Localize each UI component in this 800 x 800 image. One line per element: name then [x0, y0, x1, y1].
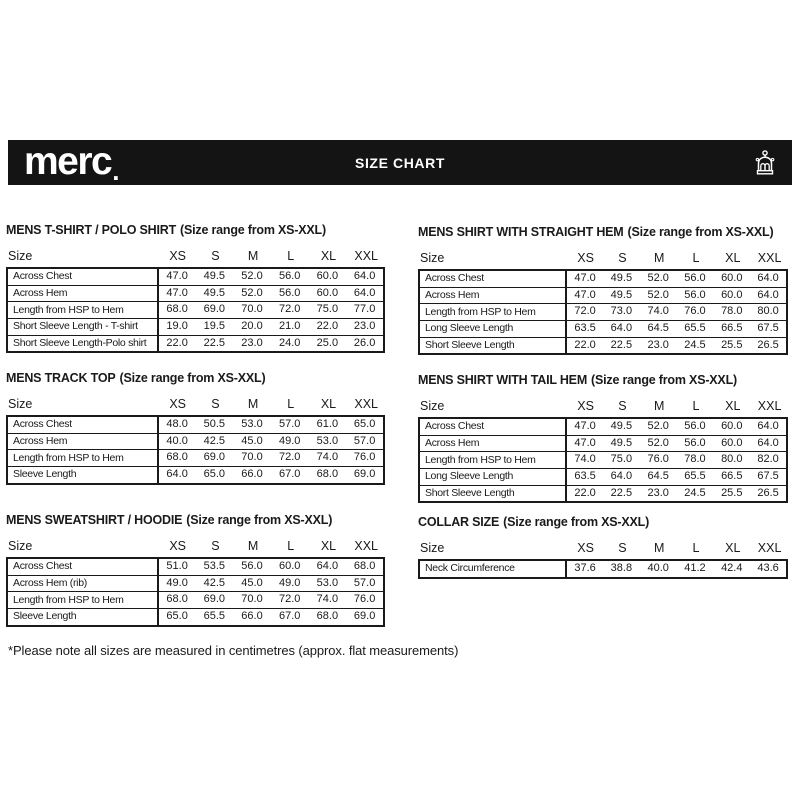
measurement-value: 56.0: [684, 420, 706, 432]
size-header-row: [418, 399, 788, 413]
table-row: [419, 320, 787, 337]
size-column-xxl: XXL: [354, 249, 378, 263]
measurement-value: 68.0: [158, 302, 196, 319]
size-column-xxl: XXL: [757, 541, 782, 555]
brand-text: merc: [24, 140, 112, 184]
measurement-value: 56.0: [271, 285, 309, 302]
measurement-label: Length from HSP to Hem: [419, 304, 566, 321]
size-column-m: M: [653, 399, 665, 413]
size-header-row: [418, 541, 788, 555]
measurement-value: 48.0: [166, 418, 188, 430]
measurement-value: 65.5: [677, 468, 714, 485]
measurement-value: 65.0: [158, 608, 196, 625]
measurement-value: 64.0: [353, 270, 376, 282]
measurement-value: 75.0: [309, 302, 347, 319]
measurement-value: 65.5: [677, 320, 714, 337]
size-column-m: M: [653, 251, 665, 265]
measurement-value: 82.0: [750, 452, 787, 469]
measurement-value: 52.0: [241, 270, 263, 282]
table-row: [419, 485, 787, 502]
measurement-value: 69.0: [195, 302, 233, 319]
measurement-value: 67.5: [750, 468, 787, 485]
section-title-main: MENS SHIRT WITH STRAIGHT HEM: [418, 225, 624, 239]
measurement-value: 23.0: [640, 485, 677, 502]
size-header-row: [6, 249, 385, 263]
table-row: [419, 337, 787, 354]
measurement-value: 67.0: [271, 608, 309, 625]
measurement-value: 60.0: [316, 270, 339, 282]
size-column-m: M: [247, 397, 259, 411]
measurement-value: 43.6: [757, 562, 779, 574]
section-title-main: COLLAR SIZE: [418, 515, 500, 529]
measurement-value: 47.0: [566, 435, 603, 452]
size-column-m: M: [653, 541, 665, 555]
measurement-value: 19.5: [195, 318, 233, 335]
measurement-value: 70.0: [233, 450, 271, 467]
table-row: [7, 558, 384, 575]
measurement-value: 26.5: [750, 485, 787, 502]
table-row: [7, 285, 384, 302]
table-row: [419, 304, 787, 321]
measurement-value: 64.0: [757, 272, 779, 284]
crown-icon: [754, 150, 776, 176]
size-header-label: Size: [8, 397, 33, 411]
measurement-label: Sleeve Length: [7, 466, 158, 483]
table-row: [7, 416, 384, 433]
measurement-value: 64.0: [750, 287, 787, 304]
measurement-value: 65.0: [195, 466, 233, 483]
measurement-label: Across Hem: [419, 435, 566, 452]
size-column-xl: XL: [725, 541, 741, 555]
measurement-value: 57.0: [346, 575, 384, 592]
measurement-value: 49.5: [603, 435, 640, 452]
measurement-value: 40.0: [158, 433, 196, 450]
measurement-value: 22.5: [603, 485, 640, 502]
measurement-value: 76.0: [346, 592, 384, 609]
measurement-value: 19.0: [158, 318, 196, 335]
measurement-label: Across Chest: [419, 418, 566, 435]
section-title-range: (Size range from XS-XXL): [591, 373, 737, 387]
size-column-xl: XL: [725, 399, 741, 413]
measurement-value: 38.8: [610, 562, 633, 574]
measurement-value: 66.5: [713, 468, 750, 485]
size-column-l: L: [287, 249, 295, 263]
size-header-label: Size: [420, 399, 445, 413]
table-row: [7, 302, 384, 319]
measurement-value: 49.0: [271, 575, 309, 592]
measurement-value: 45.0: [233, 433, 271, 450]
measurement-value: 53.0: [309, 433, 347, 450]
measurement-value: 53.5: [203, 560, 226, 572]
measurement-value: 47.0: [574, 420, 596, 432]
measurement-value: 37.6: [574, 562, 596, 574]
measurement-value: 78.0: [677, 452, 714, 469]
table-row: [419, 468, 787, 485]
measurement-value: 40.0: [647, 562, 669, 574]
measurement-value: 52.0: [640, 287, 677, 304]
measurement-value: 50.5: [203, 418, 226, 430]
measurement-value: 22.5: [603, 337, 640, 354]
measurement-value: 60.0: [721, 272, 743, 284]
measurement-value: 49.0: [271, 433, 309, 450]
measurement-value: 56.0: [241, 560, 263, 572]
table-row: [419, 270, 787, 287]
measurement-value: 47.0: [566, 287, 603, 304]
measurement-value: 64.0: [158, 466, 196, 483]
measurement-value: 52.0: [233, 285, 271, 302]
measurement-value: 60.0: [309, 285, 347, 302]
section-collar-size: [418, 515, 788, 579]
measurement-value: 52.0: [640, 435, 677, 452]
measurement-value: 72.0: [271, 450, 309, 467]
measurement-value: 49.5: [195, 285, 233, 302]
measurement-value: 76.0: [346, 450, 384, 467]
measurement-label: Length from HSP to Hem: [419, 452, 566, 469]
table-row: [7, 335, 384, 352]
measurement-value: 60.0: [713, 287, 750, 304]
measurement-value: 23.0: [640, 337, 677, 354]
size-header-label: Size: [420, 541, 445, 555]
measurement-value: 64.0: [750, 435, 787, 452]
measurement-value: 21.0: [271, 318, 309, 335]
measurement-value: 42.5: [195, 433, 233, 450]
size-header-label: Size: [8, 249, 33, 263]
table-row: [419, 287, 787, 304]
size-column-s: S: [211, 539, 220, 553]
section-title: [418, 515, 788, 529]
size-column-m: M: [247, 539, 259, 553]
measurement-value: 49.5: [203, 270, 226, 282]
measurement-label: Across Hem: [7, 433, 158, 450]
section-title: [6, 513, 385, 527]
size-column-xxl: XXL: [757, 399, 782, 413]
measurement-value: 63.5: [566, 468, 603, 485]
measurement-value: 74.0: [640, 304, 677, 321]
measurement-label: Short Sleeve Length-Polo shirt: [7, 335, 158, 352]
measurement-label: Short Sleeve Length: [419, 337, 566, 354]
measurement-label: Across Hem (rib): [7, 575, 158, 592]
measurement-value: 60.0: [721, 420, 743, 432]
measurement-value: 24.5: [677, 337, 714, 354]
size-column-s: S: [211, 249, 220, 263]
measurement-value: 70.0: [233, 592, 271, 609]
measurement-label: Short Sleeve Length: [419, 485, 566, 502]
measurement-value: 57.0: [278, 418, 301, 430]
measurement-value: 66.0: [233, 608, 271, 625]
measurement-value: 69.0: [195, 450, 233, 467]
measurement-value: 80.0: [713, 452, 750, 469]
table-row: [419, 418, 787, 435]
measurement-value: 68.0: [158, 450, 196, 467]
measurement-label: Long Sleeve Length: [419, 320, 566, 337]
section-title-main: MENS TRACK TOP: [6, 371, 116, 385]
measurement-value: 69.0: [195, 592, 233, 609]
size-column-s: S: [618, 399, 627, 413]
measurement-value: 64.0: [603, 468, 640, 485]
size-header-label: Size: [420, 251, 445, 265]
table-row: [7, 575, 384, 592]
size-column-xs: XS: [169, 397, 186, 411]
size-column-s: S: [618, 251, 627, 265]
size-column-l: L: [692, 399, 700, 413]
measurement-label: Across Hem: [7, 285, 158, 302]
measurement-value: 51.0: [166, 560, 188, 572]
measurement-value: 22.0: [309, 318, 347, 335]
measurement-value: 45.0: [233, 575, 271, 592]
measurement-value: 74.0: [309, 592, 347, 609]
measurement-value: 74.0: [309, 450, 347, 467]
measurement-value: 65.0: [353, 418, 376, 430]
measurement-value: 47.0: [574, 272, 596, 284]
measurement-value: 56.0: [677, 435, 714, 452]
measurement-value: 22.5: [195, 335, 233, 352]
size-table-mens-shirt-straight-hem: [418, 269, 788, 355]
table-row: [7, 592, 384, 609]
measurement-label: Across Chest: [7, 416, 158, 433]
measurement-label: Across Chest: [419, 270, 566, 287]
measurement-value: 41.2: [684, 562, 706, 574]
measurement-value: 72.0: [271, 302, 309, 319]
measurement-value: 69.0: [346, 608, 384, 625]
size-column-xxl: XXL: [757, 251, 782, 265]
measurement-value: 73.0: [603, 304, 640, 321]
page-title: SIZE CHART: [355, 154, 445, 171]
size-column-xl: XL: [725, 251, 741, 265]
table-row: [419, 435, 787, 452]
section-mens-shirt-tail-hem: [418, 373, 788, 503]
size-column-l: L: [287, 397, 295, 411]
measurement-label: Length from HSP to Hem: [7, 592, 158, 609]
section-title: [6, 371, 385, 385]
footnote: *Please note all sizes are measured in centimetres (approx. flat measurements): [8, 643, 459, 658]
measurement-value: 53.0: [241, 418, 263, 430]
measurement-value: 25.5: [713, 485, 750, 502]
measurement-value: 52.0: [647, 272, 669, 284]
size-table-mens-track-top: [6, 415, 385, 485]
measurement-value: 49.5: [610, 420, 633, 432]
size-header-label: Size: [8, 539, 33, 553]
size-table-collar-size: [418, 559, 788, 579]
measurement-value: 75.0: [603, 452, 640, 469]
measurement-label: Length from HSP to Hem: [7, 450, 158, 467]
header-bar: [8, 140, 792, 185]
table-row: [7, 433, 384, 450]
size-column-l: L: [692, 251, 700, 265]
measurement-label: Across Chest: [7, 558, 158, 575]
size-column-xs: XS: [577, 399, 594, 413]
size-table-mens-tshirt-polo-shirt: [6, 267, 385, 353]
measurement-value: 49.5: [603, 287, 640, 304]
measurement-value: 42.4: [721, 562, 743, 574]
measurement-value: 47.0: [158, 285, 196, 302]
measurement-value: 68.0: [309, 608, 347, 625]
measurement-value: 25.5: [713, 337, 750, 354]
measurement-value: 57.0: [346, 433, 384, 450]
measurement-value: 49.0: [158, 575, 196, 592]
section-title: [6, 223, 385, 237]
measurement-value: 64.0: [346, 285, 384, 302]
measurement-value: 68.0: [158, 592, 196, 609]
measurement-value: 77.0: [346, 302, 384, 319]
measurement-value: 61.0: [316, 418, 339, 430]
measurement-value: 63.5: [566, 320, 603, 337]
measurement-label: Across Chest: [7, 268, 158, 285]
measurement-value: 22.0: [566, 337, 603, 354]
measurement-value: 25.0: [309, 335, 347, 352]
section-title-range: (Size range from XS-XXL): [180, 223, 326, 237]
size-column-xs: XS: [577, 251, 594, 265]
measurement-value: 64.0: [316, 560, 339, 572]
size-column-xl: XL: [320, 249, 337, 263]
measurement-value: 56.0: [684, 272, 706, 284]
measurement-value: 56.0: [278, 270, 301, 282]
brand-trademark-dot: .: [112, 156, 120, 187]
table-row: [419, 560, 787, 578]
measurement-value: 64.0: [603, 320, 640, 337]
measurement-label: Across Hem: [419, 287, 566, 304]
measurement-value: 80.0: [750, 304, 787, 321]
measurement-value: 74.0: [566, 452, 603, 469]
size-column-xs: XS: [577, 541, 594, 555]
section-title: [418, 225, 788, 239]
measurement-value: 64.5: [640, 468, 677, 485]
size-column-s: S: [618, 541, 627, 555]
measurement-value: 60.0: [713, 435, 750, 452]
measurement-value: 68.0: [353, 560, 376, 572]
measurement-value: 76.0: [677, 304, 714, 321]
measurement-label: Long Sleeve Length: [419, 468, 566, 485]
measurement-label: Short Sleeve Length - T-shirt: [7, 318, 158, 335]
measurement-value: 53.0: [309, 575, 347, 592]
section-title-range: (Size range from XS-XXL): [627, 225, 774, 239]
size-table-mens-shirt-tail-hem: [418, 417, 788, 503]
measurement-value: 68.0: [309, 466, 347, 483]
size-header-row: [418, 251, 788, 265]
section-title: [418, 373, 788, 387]
size-column-m: M: [247, 249, 259, 263]
measurement-value: 67.0: [271, 466, 309, 483]
measurement-value: 52.0: [647, 420, 669, 432]
measurement-value: 72.0: [566, 304, 603, 321]
measurement-value: 66.5: [713, 320, 750, 337]
measurement-label: Sleeve Length: [7, 608, 158, 625]
measurement-value: 47.0: [166, 270, 188, 282]
table-row: [419, 452, 787, 469]
measurement-value: 56.0: [677, 287, 714, 304]
measurement-value: 64.0: [757, 420, 779, 432]
measurement-value: 42.5: [195, 575, 233, 592]
size-column-l: L: [692, 541, 700, 555]
measurement-value: 22.0: [158, 335, 196, 352]
size-column-s: S: [211, 397, 220, 411]
measurement-value: 24.5: [677, 485, 714, 502]
measurement-value: 26.5: [750, 337, 787, 354]
section-title-range: (Size range from XS-XXL): [119, 371, 266, 385]
section-title-main: MENS SWEATSHIRT / HOODIE: [6, 513, 183, 527]
measurement-value: 23.0: [233, 335, 271, 352]
size-column-xs: XS: [169, 539, 186, 553]
section-mens-tshirt-polo-shirt: [6, 223, 385, 353]
size-column-l: L: [287, 539, 295, 553]
table-row: [7, 318, 384, 335]
table-row: [7, 268, 384, 285]
measurement-value: 72.0: [271, 592, 309, 609]
size-table-mens-sweatshirt-hoodie: [6, 557, 385, 627]
table-row: [7, 450, 384, 467]
measurement-value: 26.0: [346, 335, 384, 352]
size-header-row: [6, 539, 385, 553]
size-column-xxl: XXL: [354, 539, 378, 553]
size-column-xl: XL: [320, 539, 337, 553]
measurement-value: 49.5: [610, 272, 633, 284]
measurement-value: 64.5: [640, 320, 677, 337]
section-title-range: (Size range from XS-XXL): [186, 513, 333, 527]
measurement-value: 67.5: [750, 320, 787, 337]
measurement-value: 23.0: [346, 318, 384, 335]
measurement-value: 24.0: [271, 335, 309, 352]
size-column-xs: XS: [169, 249, 186, 263]
section-mens-track-top: [6, 371, 385, 485]
measurement-value: 20.0: [233, 318, 271, 335]
section-title-range: (Size range from XS-XXL): [503, 515, 650, 529]
measurement-value: 66.0: [233, 466, 271, 483]
section-mens-shirt-straight-hem: [418, 225, 788, 355]
measurement-value: 65.5: [195, 608, 233, 625]
size-header-row: [6, 397, 385, 411]
size-column-xl: XL: [320, 397, 337, 411]
measurement-value: 76.0: [640, 452, 677, 469]
measurement-value: 60.0: [278, 560, 301, 572]
section-title-main: MENS T-SHIRT / POLO SHIRT: [6, 223, 177, 237]
measurement-label: Length from HSP to Hem: [7, 302, 158, 319]
measurement-value: 69.0: [346, 466, 384, 483]
table-row: [7, 608, 384, 625]
measurement-value: 78.0: [713, 304, 750, 321]
section-mens-sweatshirt-hoodie: [6, 513, 385, 627]
size-column-xxl: XXL: [354, 397, 378, 411]
table-row: [7, 466, 384, 483]
measurement-value: 70.0: [233, 302, 271, 319]
measurement-value: 22.0: [566, 485, 603, 502]
measurement-label: Neck Circumference: [419, 560, 566, 578]
section-title-main: MENS SHIRT WITH TAIL HEM: [418, 373, 588, 387]
